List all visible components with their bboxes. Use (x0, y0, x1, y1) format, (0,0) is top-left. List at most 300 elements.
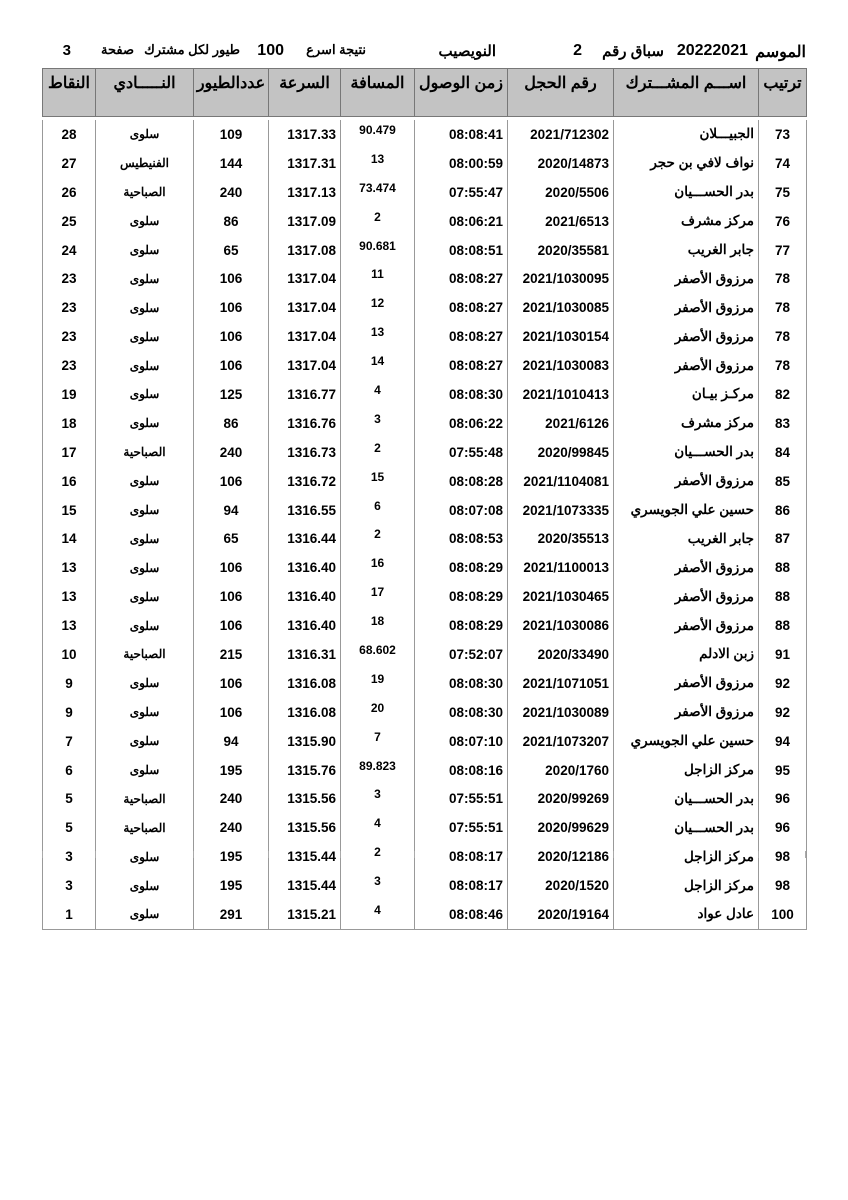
cell-bird-count: 106 (194, 553, 269, 582)
cell-points: 23 (43, 293, 96, 322)
cell-rank: 98 (759, 842, 807, 871)
cell-bird-count: 240 (194, 784, 269, 813)
cell-arrival-time: 08:08:27 (415, 293, 508, 322)
cell-participant: مرزوق الأصفر (614, 467, 759, 496)
cell-distance: 2 (341, 524, 415, 553)
table-row (43, 524, 807, 553)
table-row (43, 727, 807, 756)
cell-ring-number: 2021/712302 (508, 120, 614, 149)
cell-speed: 1317.08 (269, 236, 341, 265)
cell-arrival-time: 08:08:17 (415, 871, 508, 900)
cell-speed: 1317.09 (269, 207, 341, 236)
cell-club: الصباحية (96, 640, 194, 669)
season-value: 20222021 (676, 42, 748, 59)
cell-bird-count: 215 (194, 640, 269, 669)
cell-ring-number: 2021/1030083 (508, 351, 614, 380)
cell-ring-number: 2021/1030085 (508, 293, 614, 322)
cell-ring-number: 2021/1030089 (508, 698, 614, 727)
cell-arrival-time: 08:08:29 (415, 611, 508, 640)
cell-arrival-time: 08:08:30 (415, 698, 508, 727)
table-row (43, 784, 807, 813)
cell-distance: 2 (341, 438, 415, 467)
cell-speed: 1316.31 (269, 640, 341, 669)
cell-distance: 13 (341, 322, 415, 351)
cell-participant: مرزوق الأصفر (614, 293, 759, 322)
cell-club: سلوى (96, 669, 194, 698)
cell-participant: جابر الغريب (614, 236, 759, 265)
cell-points: 13 (43, 553, 96, 582)
cell-distance: 17 (341, 582, 415, 611)
cell-bird-count: 144 (194, 149, 269, 178)
cell-arrival-time: 08:06:21 (415, 207, 508, 236)
cell-points: 16 (43, 467, 96, 496)
cell-speed: 1316.73 (269, 438, 341, 467)
cell-bird-count: 240 (194, 813, 269, 842)
cell-club: سلوى (96, 553, 194, 582)
cell-rank: 73 (759, 120, 807, 149)
cell-distance: 16 (341, 553, 415, 582)
cell-club: الفنيطيس (96, 149, 194, 178)
cell-participant: مرزوق الأصفر (614, 553, 759, 582)
cell-participant: بدر الحســـيان (614, 438, 759, 467)
cell-arrival-time: 08:06:22 (415, 409, 508, 438)
cell-club: سلوى (96, 380, 194, 409)
cell-participant: مرزوق الأصفر (614, 582, 759, 611)
cell-rank: 95 (759, 756, 807, 785)
cell-participant: مركز الزاجل (614, 871, 759, 900)
cell-distance: 4 (341, 900, 415, 929)
cell-arrival-time: 08:08:29 (415, 582, 508, 611)
cell-speed: 1316.76 (269, 409, 341, 438)
col-ring: رقم الحجل (508, 69, 614, 117)
cell-bird-count: 94 (194, 727, 269, 756)
cell-points: 23 (43, 322, 96, 351)
cell-rank: 88 (759, 611, 807, 640)
cell-arrival-time: 08:08:51 (415, 236, 508, 265)
cell-bird-count: 106 (194, 351, 269, 380)
cell-club: سلوى (96, 496, 194, 525)
cell-ring-number: 2020/35581 (508, 236, 614, 265)
table-row (43, 640, 807, 669)
table-row (43, 467, 807, 496)
table-row (43, 351, 807, 380)
cell-rank: 98 (759, 871, 807, 900)
cell-bird-count: 65 (194, 524, 269, 553)
cell-rank: 83 (759, 409, 807, 438)
cell-rank: 88 (759, 582, 807, 611)
cell-speed: 1317.04 (269, 322, 341, 351)
cell-distance: 6 (341, 496, 415, 525)
cell-arrival-time: 08:08:27 (415, 351, 508, 380)
cell-points: 19 (43, 380, 96, 409)
table-row (43, 756, 807, 785)
table-row (43, 149, 807, 178)
cell-participant: مركز مشرف (614, 207, 759, 236)
cell-bird-count: 94 (194, 496, 269, 525)
cell-ring-number: 2021/1073207 (508, 727, 614, 756)
cell-participant: مركز مشرف (614, 409, 759, 438)
cell-speed: 1317.04 (269, 293, 341, 322)
cell-points: 25 (43, 207, 96, 236)
table-row (43, 207, 807, 236)
cell-participant: مرزوق الأصفر (614, 611, 759, 640)
cell-club: الصباحية (96, 178, 194, 207)
cell-distance: 90.681 (341, 236, 415, 265)
col-bird-count: عددالطيور (194, 69, 269, 117)
cell-speed: 1316.72 (269, 467, 341, 496)
cell-arrival-time: 07:55:51 (415, 784, 508, 813)
cell-points: 15 (43, 496, 96, 525)
cell-points: 9 (43, 698, 96, 727)
cell-points: 7 (43, 727, 96, 756)
cell-distance: 3 (341, 409, 415, 438)
table-row (43, 871, 807, 900)
cell-rank: 84 (759, 438, 807, 467)
cell-bird-count: 106 (194, 611, 269, 640)
cell-distance: 3 (341, 871, 415, 900)
cell-rank: 75 (759, 178, 807, 207)
cell-points: 5 (43, 813, 96, 842)
cell-rank: 86 (759, 496, 807, 525)
cell-ring-number: 2020/33490 (508, 640, 614, 669)
cell-bird-count: 106 (194, 669, 269, 698)
table-row (43, 409, 807, 438)
season-label: الموسم (755, 44, 806, 61)
cell-arrival-time: 08:08:27 (415, 264, 508, 293)
results-table (42, 68, 807, 930)
cell-club: سلوى (96, 900, 194, 929)
race-value: 2 (573, 42, 582, 59)
cell-rank: 77 (759, 236, 807, 265)
cell-participant: مرزوق الأصفر (614, 698, 759, 727)
cell-ring-number: 2021/1104081 (508, 467, 614, 496)
table-row (43, 553, 807, 582)
cell-ring-number: 2020/99629 (508, 813, 614, 842)
table-row (43, 322, 807, 351)
cell-speed: 1315.90 (269, 727, 341, 756)
cell-speed: 1315.56 (269, 813, 341, 842)
cell-ring-number: 2020/99269 (508, 784, 614, 813)
cell-ring-number: 2021/1100013 (508, 553, 614, 582)
cell-club: سلوى (96, 264, 194, 293)
cell-participant: بدر الحســـيان (614, 178, 759, 207)
cell-bird-count: 109 (194, 120, 269, 149)
col-speed: السرعة (269, 69, 341, 117)
cell-ring-number: 2020/14873 (508, 149, 614, 178)
cell-distance: 3 (341, 784, 415, 813)
birds-per-participant: طيور لكل مشترك (144, 42, 240, 57)
cell-participant: مركز الزاجل (614, 842, 759, 871)
col-arrival: زمن الوصول (415, 69, 508, 117)
cell-bird-count: 106 (194, 293, 269, 322)
cell-arrival-time: 08:08:53 (415, 524, 508, 553)
cell-club: سلوى (96, 698, 194, 727)
table-row (43, 264, 807, 293)
cell-ring-number: 2020/19164 (508, 900, 614, 929)
cell-bird-count: 65 (194, 236, 269, 265)
cell-club: سلوى (96, 611, 194, 640)
cell-distance: 73.474 (341, 178, 415, 207)
cell-rank: 78 (759, 351, 807, 380)
cell-points: 17 (43, 438, 96, 467)
cell-arrival-time: 08:08:27 (415, 322, 508, 351)
table-header-row (43, 69, 807, 117)
cell-bird-count: 291 (194, 900, 269, 929)
col-club: النـــــادي (96, 69, 194, 117)
cell-bird-count: 106 (194, 264, 269, 293)
cell-bird-count: 106 (194, 467, 269, 496)
cell-ring-number: 2020/35513 (508, 524, 614, 553)
cell-distance: 4 (341, 813, 415, 842)
cell-rank: 82 (759, 380, 807, 409)
race-label: سباق رقم (602, 43, 664, 60)
cell-speed: 1315.44 (269, 871, 341, 900)
cell-points: 13 (43, 611, 96, 640)
cell-club: سلوى (96, 293, 194, 322)
cell-points: 3 (43, 842, 96, 871)
cell-rank: 78 (759, 293, 807, 322)
cell-participant: بدر الحســـيان (614, 784, 759, 813)
cell-arrival-time: 07:55:47 (415, 178, 508, 207)
cell-speed: 1315.44 (269, 842, 341, 871)
page-label: صفحة (101, 42, 134, 57)
cell-arrival-time: 08:08:30 (415, 380, 508, 409)
table-row (43, 669, 807, 698)
cell-ring-number: 2021/6126 (508, 409, 614, 438)
cell-participant: زبن الادلم (614, 640, 759, 669)
footer-column-ticks (0, 851, 848, 859)
cell-points: 26 (43, 178, 96, 207)
table-row (43, 293, 807, 322)
cell-ring-number: 2021/1071051 (508, 669, 614, 698)
cell-speed: 1317.04 (269, 264, 341, 293)
cell-points: 23 (43, 351, 96, 380)
cell-rank: 92 (759, 698, 807, 727)
cell-ring-number: 2021/6513 (508, 207, 614, 236)
cell-distance: 15 (341, 467, 415, 496)
cell-bird-count: 240 (194, 438, 269, 467)
cell-club: سلوى (96, 467, 194, 496)
cell-speed: 1316.40 (269, 611, 341, 640)
table-row (43, 582, 807, 611)
cell-points: 1 (43, 900, 96, 929)
cell-distance: 89.823 (341, 756, 415, 785)
cell-arrival-time: 08:08:16 (415, 756, 508, 785)
cell-arrival-time: 07:55:48 (415, 438, 508, 467)
cell-participant: مرزوق الأصفر (614, 322, 759, 351)
cell-points: 18 (43, 409, 96, 438)
cell-participant: حسين علي الجويسري (614, 727, 759, 756)
cell-participant: حسين علي الجويسري (614, 496, 759, 525)
cell-club: الصباحية (96, 784, 194, 813)
cell-ring-number: 2020/12186 (508, 842, 614, 871)
cell-arrival-time: 08:08:46 (415, 900, 508, 929)
cell-arrival-time: 07:52:07 (415, 640, 508, 669)
cell-bird-count: 125 (194, 380, 269, 409)
cell-rank: 91 (759, 640, 807, 669)
cell-points: 13 (43, 582, 96, 611)
cell-distance: 11 (341, 264, 415, 293)
cell-club: سلوى (96, 582, 194, 611)
cell-points: 10 (43, 640, 96, 669)
cell-distance: 68.602 (341, 640, 415, 669)
cell-speed: 1316.40 (269, 553, 341, 582)
cell-ring-number: 2021/1073335 (508, 496, 614, 525)
cell-ring-number: 2021/1030086 (508, 611, 614, 640)
table-row (43, 496, 807, 525)
cell-points: 23 (43, 264, 96, 293)
col-rank: ترتيب (759, 69, 807, 117)
cell-club: سلوى (96, 756, 194, 785)
cell-distance: 2 (341, 842, 415, 871)
cell-rank: 96 (759, 784, 807, 813)
cell-club: سلوى (96, 409, 194, 438)
cell-bird-count: 106 (194, 698, 269, 727)
cell-points: 28 (43, 120, 96, 149)
cell-rank: 94 (759, 727, 807, 756)
race-location: النويصيب (438, 43, 496, 60)
cell-ring-number: 2021/1030095 (508, 264, 614, 293)
cell-participant: مركـز بيـان (614, 380, 759, 409)
cell-participant: بدر الحســـيان (614, 813, 759, 842)
cell-speed: 1317.31 (269, 149, 341, 178)
table-row (43, 438, 807, 467)
cell-ring-number: 2020/1760 (508, 756, 614, 785)
result-count: 100 (257, 42, 284, 59)
cell-participant: جابر الغريب (614, 524, 759, 553)
cell-participant: مرزوق الأصفر (614, 351, 759, 380)
cell-arrival-time: 08:08:28 (415, 467, 508, 496)
result-label: نتيجة اسرع (306, 42, 366, 57)
cell-participant: مركز الزاجل (614, 756, 759, 785)
cell-participant: نواف لافي بن حجر (614, 149, 759, 178)
cell-arrival-time: 08:08:29 (415, 553, 508, 582)
cell-club: سلوى (96, 871, 194, 900)
cell-speed: 1317.33 (269, 120, 341, 149)
cell-club: الصباحية (96, 438, 194, 467)
cell-distance: 2 (341, 207, 415, 236)
cell-club: سلوى (96, 236, 194, 265)
table-row (43, 236, 807, 265)
cell-participant: مرزوق الأصفر (614, 669, 759, 698)
col-distance: المسافة (341, 69, 415, 117)
table-row (43, 120, 807, 149)
cell-arrival-time: 08:08:17 (415, 842, 508, 871)
cell-speed: 1316.08 (269, 669, 341, 698)
cell-arrival-time: 08:08:41 (415, 120, 508, 149)
cell-speed: 1315.21 (269, 900, 341, 929)
cell-rank: 88 (759, 553, 807, 582)
cell-rank: 76 (759, 207, 807, 236)
cell-club: سلوى (96, 322, 194, 351)
cell-distance: 90.479 (341, 120, 415, 149)
cell-speed: 1315.76 (269, 756, 341, 785)
cell-ring-number: 2020/5506 (508, 178, 614, 207)
cell-arrival-time: 07:55:51 (415, 813, 508, 842)
cell-bird-count: 195 (194, 756, 269, 785)
cell-club: سلوى (96, 524, 194, 553)
cell-club: الصباحية (96, 813, 194, 842)
cell-distance: 12 (341, 293, 415, 322)
col-participant: اســـم المشـــترك (614, 69, 759, 117)
cell-arrival-time: 08:07:08 (415, 496, 508, 525)
cell-bird-count: 86 (194, 409, 269, 438)
table-row (43, 178, 807, 207)
table-row (43, 900, 807, 929)
cell-points: 3 (43, 871, 96, 900)
cell-bird-count: 86 (194, 207, 269, 236)
cell-distance: 14 (341, 351, 415, 380)
cell-distance: 18 (341, 611, 415, 640)
cell-ring-number: 2021/1010413 (508, 380, 614, 409)
cell-distance: 20 (341, 698, 415, 727)
cell-bird-count: 195 (194, 871, 269, 900)
cell-ring-number: 2020/99845 (508, 438, 614, 467)
cell-participant: مرزوق الأصفر (614, 264, 759, 293)
cell-bird-count: 240 (194, 178, 269, 207)
table-row (43, 698, 807, 727)
cell-speed: 1316.44 (269, 524, 341, 553)
cell-bird-count: 195 (194, 842, 269, 871)
cell-rank: 78 (759, 264, 807, 293)
cell-distance: 4 (341, 380, 415, 409)
cell-speed: 1316.77 (269, 380, 341, 409)
cell-club: سلوى (96, 842, 194, 871)
cell-rank: 92 (759, 669, 807, 698)
report-title-line (42, 42, 806, 64)
cell-speed: 1317.13 (269, 178, 341, 207)
cell-speed: 1317.04 (269, 351, 341, 380)
cell-rank: 78 (759, 322, 807, 351)
cell-arrival-time: 08:00:59 (415, 149, 508, 178)
cell-points: 14 (43, 524, 96, 553)
cell-points: 6 (43, 756, 96, 785)
cell-distance: 19 (341, 669, 415, 698)
cell-speed: 1316.55 (269, 496, 341, 525)
cell-distance: 13 (341, 149, 415, 178)
cell-points: 9 (43, 669, 96, 698)
cell-ring-number: 2021/1030465 (508, 582, 614, 611)
cell-rank: 74 (759, 149, 807, 178)
col-points: النقاط (43, 69, 96, 117)
cell-rank: 85 (759, 467, 807, 496)
cell-points: 24 (43, 236, 96, 265)
table-row (43, 611, 807, 640)
cell-speed: 1316.08 (269, 698, 341, 727)
table-row (43, 813, 807, 842)
cell-ring-number: 2020/1520 (508, 871, 614, 900)
cell-arrival-time: 08:07:10 (415, 727, 508, 756)
table-row (43, 380, 807, 409)
cell-points: 27 (43, 149, 96, 178)
cell-distance: 7 (341, 727, 415, 756)
cell-rank: 96 (759, 813, 807, 842)
cell-bird-count: 106 (194, 582, 269, 611)
page-number: 3 (62, 42, 71, 59)
cell-participant: الجبيـــلان (614, 120, 759, 149)
cell-points: 5 (43, 784, 96, 813)
cell-rank: 100 (759, 900, 807, 929)
cell-speed: 1315.56 (269, 784, 341, 813)
cell-arrival-time: 08:08:30 (415, 669, 508, 698)
cell-club: سلوى (96, 351, 194, 380)
cell-bird-count: 106 (194, 322, 269, 351)
cell-rank: 87 (759, 524, 807, 553)
cell-participant: عادل عواد (614, 900, 759, 929)
cell-club: سلوى (96, 120, 194, 149)
cell-club: سلوى (96, 727, 194, 756)
cell-club: سلوى (96, 207, 194, 236)
